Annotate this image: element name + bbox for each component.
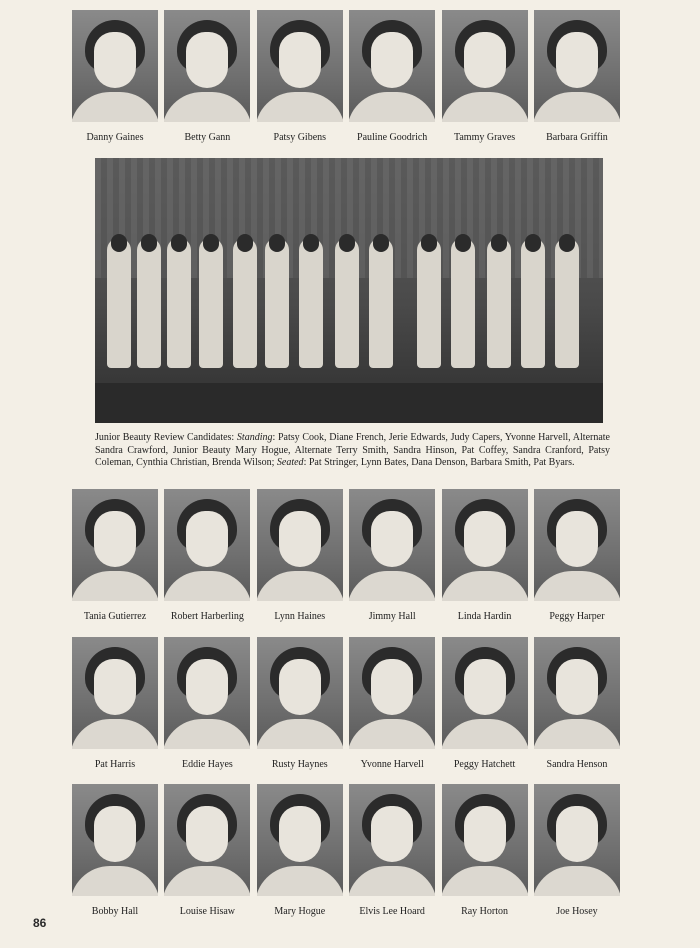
- portrait-name: Jimmy Hall: [368, 611, 416, 622]
- portrait: [349, 637, 435, 770]
- portrait: [534, 637, 620, 770]
- portrait-name: Linda Hardin: [457, 611, 512, 622]
- portrait-photo: [349, 784, 435, 896]
- portrait-name: Eddie Hayes: [181, 759, 233, 770]
- group-photo: [95, 158, 603, 423]
- portrait-photo: [72, 10, 158, 122]
- portrait-name: Elvis Lee Hoard: [359, 906, 425, 917]
- portrait-name: Louise Hisaw: [179, 906, 236, 917]
- portrait: [164, 637, 250, 770]
- portrait: [72, 637, 158, 770]
- portrait: [257, 10, 343, 143]
- portrait: [257, 489, 343, 622]
- portrait-photo: [349, 637, 435, 749]
- portrait-photo: [349, 10, 435, 122]
- portrait-photo: [164, 489, 250, 601]
- portrait: [442, 637, 528, 770]
- portrait-photo: [72, 489, 158, 601]
- portrait: [164, 489, 250, 622]
- portrait-name: Danny Gaines: [86, 132, 144, 143]
- portrait-name: Joe Hosey: [556, 906, 598, 917]
- portrait-photo: [534, 784, 620, 896]
- portrait-photo: [534, 10, 620, 122]
- portrait-name: Tania Gutierrez: [83, 611, 147, 622]
- page-number: 86: [33, 916, 47, 930]
- portrait: [349, 10, 435, 143]
- portrait: [534, 10, 620, 143]
- portrait: [72, 10, 158, 143]
- portrait-photo: [72, 784, 158, 896]
- portrait: [442, 489, 528, 622]
- portrait: [442, 10, 528, 143]
- portrait: [349, 784, 435, 917]
- portrait-photo: [164, 10, 250, 122]
- portrait-photo: [442, 10, 528, 122]
- portrait-name: Patsy Gibens: [273, 132, 327, 143]
- portrait: [349, 489, 435, 622]
- portrait-name: Ray Horton: [461, 906, 509, 917]
- portrait: [534, 784, 620, 917]
- portrait: [257, 637, 343, 770]
- stage-floor: [95, 383, 603, 423]
- portrait-photo: [442, 784, 528, 896]
- portrait-name: Rusty Haynes: [271, 759, 328, 770]
- portrait-photo: [534, 637, 620, 749]
- portrait-photo: [164, 637, 250, 749]
- portrait-name: Betty Gann: [184, 132, 231, 143]
- portrait-photo: [257, 784, 343, 896]
- portrait-photo: [164, 784, 250, 896]
- portrait-photo: [349, 489, 435, 601]
- group-photo-caption: Junior Beauty Review Candidates: Standing: Patsy Cook, Diane French, Jerie Edwards, Judy Capers, Yvonne Harvell, Alternate Sandra Crawford, Junior Beauty Mary Hogue, Alternate Terry Smith, Sandra Hinson, Pat Coffey, Sandra Cranford, Patsy Coleman, Cynthia Christian, Brenda Wilson; Seated: Pat Stringer, Lynn Bates, Dana Denson, Barbara Smith, Pat Byars.: [95, 432, 610, 468]
- portrait-name: Mary Hogue: [274, 906, 326, 917]
- portrait-photo: [442, 637, 528, 749]
- portrait: [534, 489, 620, 622]
- portrait-name: Yvonne Harvell: [360, 759, 424, 770]
- portrait-name: Bobby Hall: [91, 906, 139, 917]
- portrait-photo: [257, 637, 343, 749]
- portrait-name: Sandra Henson: [546, 759, 608, 770]
- portrait: [164, 784, 250, 917]
- portrait-photo: [257, 10, 343, 122]
- portrait: [72, 784, 158, 917]
- portrait-name: Lynn Haines: [274, 611, 326, 622]
- portrait: [164, 10, 250, 143]
- portrait: [72, 489, 158, 622]
- portrait-name: Pat Harris: [94, 759, 136, 770]
- portrait-name: Pauline Goodrich: [357, 132, 428, 143]
- portrait-row-3: [72, 637, 620, 770]
- portrait-row-1: [72, 10, 620, 143]
- portrait-name: Peggy Hatchett: [453, 759, 516, 770]
- portrait-row-2: [72, 489, 620, 622]
- portrait-name: Tammy Graves: [453, 132, 516, 143]
- portrait: [257, 784, 343, 917]
- portrait-name: Peggy Harper: [549, 611, 605, 622]
- portrait: [442, 784, 528, 917]
- portrait-name: Robert Harberling: [170, 611, 244, 622]
- portrait-photo: [257, 489, 343, 601]
- portrait-row-4: [72, 784, 620, 917]
- portrait-photo: [534, 489, 620, 601]
- portrait-photo: [442, 489, 528, 601]
- portrait-photo: [72, 637, 158, 749]
- portrait-name: Barbara Griffin: [546, 132, 608, 143]
